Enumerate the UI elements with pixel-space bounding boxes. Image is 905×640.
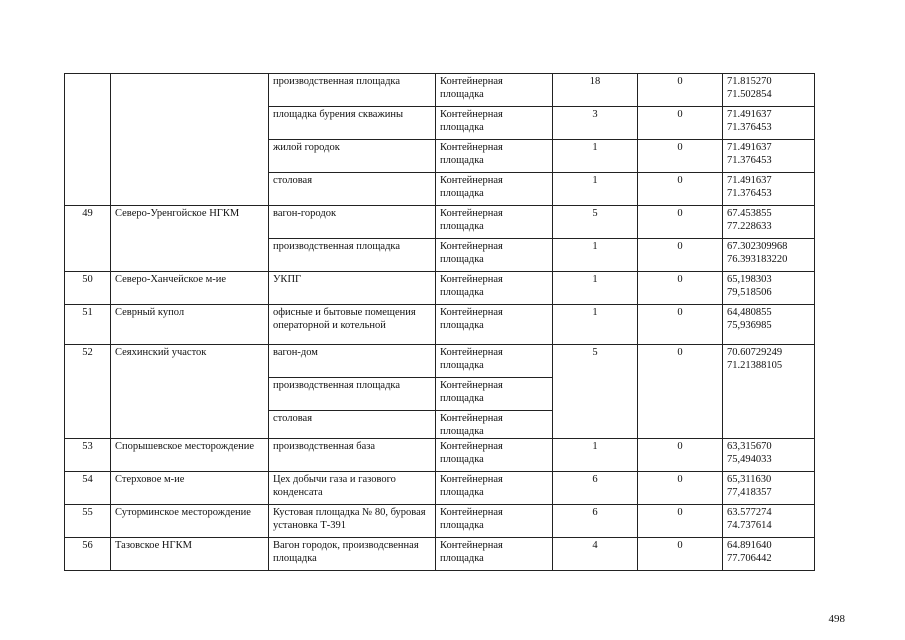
coordinates: 71.491637 71.376453 <box>723 173 815 206</box>
site-count: 1 <box>553 173 638 206</box>
site-count: 1 <box>553 272 638 305</box>
table-row <box>65 74 815 107</box>
object-name: производственная площадка <box>269 74 436 107</box>
row-number: 54 <box>65 472 111 505</box>
table-row <box>65 345 815 378</box>
coordinates: 63.577274 74.737614 <box>723 505 815 538</box>
row-number: 51 <box>65 305 111 345</box>
site-type: Контейнерная площадка <box>436 239 553 272</box>
object-name: производственная площадка <box>269 239 436 272</box>
object-name: вагон-городок <box>269 206 436 239</box>
row-number: 55 <box>65 505 111 538</box>
coordinates: 64,480855 75,936985 <box>723 305 815 345</box>
coordinates: 71.815270 71.502854 <box>723 74 815 107</box>
zero-value: 0 <box>638 505 723 538</box>
site-type: Контейнерная площадка <box>436 411 553 439</box>
zero-value: 0 <box>638 472 723 505</box>
zero-value: 0 <box>638 206 723 239</box>
field-name: Севрный купол <box>111 305 269 345</box>
site-type: Контейнерная площадка <box>436 345 553 378</box>
site-count: 1 <box>553 305 638 345</box>
table-row <box>65 206 815 239</box>
object-name: Цех добычи газа и газового конденсата <box>269 472 436 505</box>
field-name: Сеяхинский участок <box>111 345 269 439</box>
row-number <box>65 74 111 206</box>
object-name: УКПГ <box>269 272 436 305</box>
table-row <box>65 505 815 538</box>
site-type: Контейнерная площадка <box>436 305 553 345</box>
coordinates: 70.60729249 71.21388105 <box>723 345 815 439</box>
object-name: вагон-дом <box>269 345 436 378</box>
table-row <box>65 472 815 505</box>
site-count: 3 <box>553 107 638 140</box>
site-type: Контейнерная площадка <box>436 378 553 411</box>
row-number: 50 <box>65 272 111 305</box>
coordinates: 65,311630 77,418357 <box>723 472 815 505</box>
zero-value: 0 <box>638 107 723 140</box>
site-type: Контейнерная площадка <box>436 140 553 173</box>
site-count: 6 <box>553 472 638 505</box>
row-number: 53 <box>65 439 111 472</box>
row-number: 56 <box>65 538 111 571</box>
site-count: 5 <box>553 206 638 239</box>
zero-value: 0 <box>638 305 723 345</box>
site-type: Контейнерная площадка <box>436 74 553 107</box>
site-type: Контейнерная площадка <box>436 505 553 538</box>
field-name: Спорышевское месторождение <box>111 439 269 472</box>
object-name: жилой городок <box>269 140 436 173</box>
zero-value: 0 <box>638 439 723 472</box>
zero-value: 0 <box>638 173 723 206</box>
site-type: Контейнерная площадка <box>436 439 553 472</box>
zero-value: 0 <box>638 272 723 305</box>
coordinates: 67.302309968 76.393183220 <box>723 239 815 272</box>
object-name: Кустовая площадка № 80, буровая установка Т-391 <box>269 505 436 538</box>
site-type: Контейнерная площадка <box>436 173 553 206</box>
object-name: производственная база <box>269 439 436 472</box>
table-row <box>65 305 815 345</box>
site-type: Контейнерная площадка <box>436 272 553 305</box>
coordinates: 63,315670 75,494033 <box>723 439 815 472</box>
object-name: производственная площадка <box>269 378 436 411</box>
site-type: Контейнерная площадка <box>436 538 553 571</box>
waste-sites-table <box>64 73 815 571</box>
page-number: 498 <box>828 613 845 625</box>
field-name: Суторминское месторождение <box>111 505 269 538</box>
zero-value: 0 <box>638 538 723 571</box>
zero-value: 0 <box>638 74 723 107</box>
site-count: 1 <box>553 239 638 272</box>
site-count: 18 <box>553 74 638 107</box>
field-name: Тазовское НГКМ <box>111 538 269 571</box>
coordinates: 67.453855 77.228633 <box>723 206 815 239</box>
table-row <box>65 272 815 305</box>
zero-value: 0 <box>638 345 723 439</box>
object-name: площадка бурения скважины <box>269 107 436 140</box>
object-name: столовая <box>269 411 436 439</box>
site-type: Контейнерная площадка <box>436 107 553 140</box>
site-count: 1 <box>553 140 638 173</box>
object-name: столовая <box>269 173 436 206</box>
field-name <box>111 74 269 206</box>
zero-value: 0 <box>638 239 723 272</box>
object-name: Вагон городок, производсвенная площадка <box>269 538 436 571</box>
coordinates: 64.891640 77.706442 <box>723 538 815 571</box>
site-type: Контейнерная площадка <box>436 206 553 239</box>
field-name: Северо-Уренгойское НГКМ <box>111 206 269 272</box>
site-count: 1 <box>553 439 638 472</box>
site-count: 5 <box>553 345 638 439</box>
zero-value: 0 <box>638 140 723 173</box>
object-name: офисные и бытовые помещения операторной и котельной <box>269 305 436 345</box>
site-count: 6 <box>553 505 638 538</box>
site-count: 4 <box>553 538 638 571</box>
site-type: Контейнерная площадка <box>436 472 553 505</box>
table-row <box>65 538 815 571</box>
field-name: Стерховое м-ие <box>111 472 269 505</box>
table-row <box>65 439 815 472</box>
coordinates: 71.491637 71.376453 <box>723 107 815 140</box>
coordinates: 71.491637 71.376453 <box>723 140 815 173</box>
coordinates: 65,198303 79,518506 <box>723 272 815 305</box>
row-number: 49 <box>65 206 111 272</box>
field-name: Северо-Ханчейское м-ие <box>111 272 269 305</box>
row-number: 52 <box>65 345 111 439</box>
